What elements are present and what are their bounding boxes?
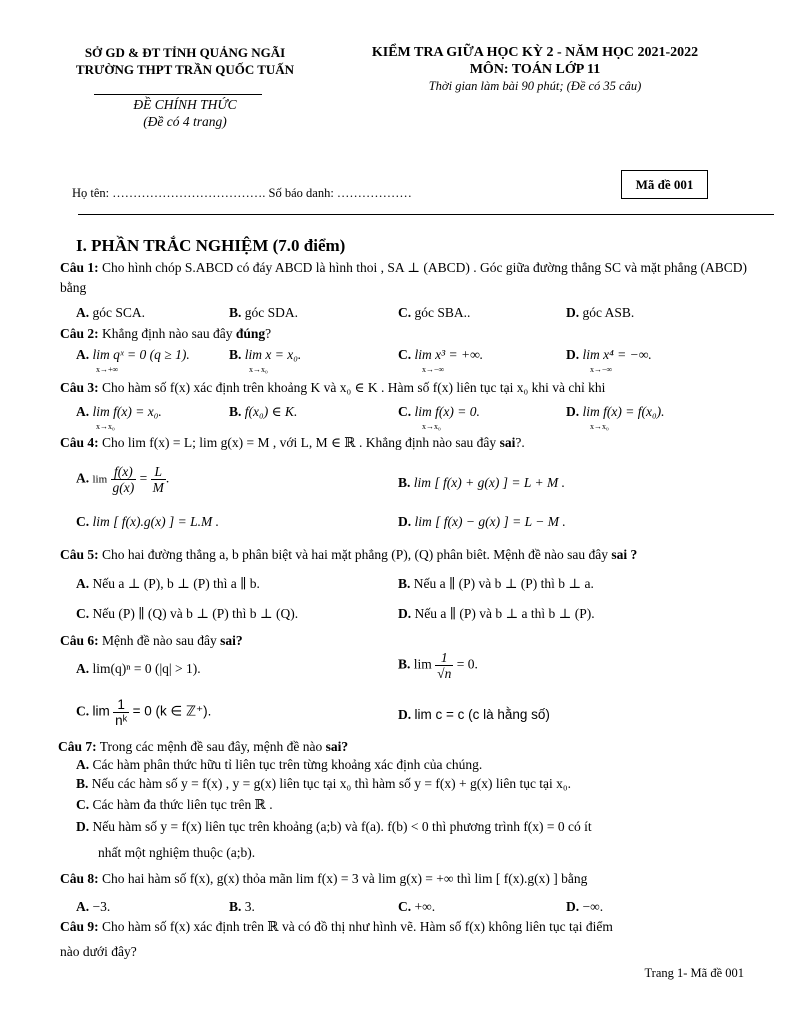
question-label: Câu 1: (60, 260, 99, 275)
question-1 (60, 258, 750, 298)
q3-option-d: D. lim f(x) = f(x₀). x→x₀ (566, 404, 665, 431)
q7-option-d: D. Nếu hàm số y = f(x) liên tục trên khoảng (a;b) và f(a). f(b) < 0 thì phương trình f(x) = 0 có ít (76, 819, 592, 834)
question-9: Câu 9: Cho hàm số f(x) xác định trên ℝ và có đồ thị như hình vẽ. Hàm số f(x) không liên tục tại điểm (60, 919, 613, 934)
question-2: Câu 2: Khẳng định nào sau đây đúng? (60, 326, 272, 341)
question-3: Câu 3: Cho hàm số f(x) xác định trên khoảng K và x₀ ∈ K . Hàm số f(x) liên tục tại x₀ khi và chỉ khi (60, 380, 606, 395)
q7-option-d-cont: nhất một nghiệm thuộc (a;b). (98, 845, 256, 860)
q4-option-c: C. lim [ f(x).g(x) ] = L.M . (76, 514, 219, 529)
page-footer: Trang 1- Mã đề 001 (644, 966, 744, 980)
q2-option-c: C. lim x³ = +∞. x→−∞ (398, 347, 484, 374)
q8-option-d: D. −∞. (566, 899, 604, 914)
q4-option-a: A. lim $\frac{f(x)}{g(x)}$ = $\frac{L}{M}$ . (76, 464, 170, 495)
q3-option-b: B. f(x₀) ∈ K. (229, 404, 298, 419)
q1-option-d: D. góc ASB. (566, 305, 635, 320)
q2-option-b: B. lim x = x₀. x→x₀ (229, 347, 302, 374)
time-info: Thời gian làm bài 90 phút; (Đề có 35 câu) (428, 79, 642, 93)
q3-option-a: A. lim f(x) = x₀. x→x₀ (76, 404, 162, 431)
q8-option-a: A. −3. (76, 899, 111, 914)
q6-option-c: C. lim $\frac{1}{\text{nᵏ}}$ = 0 (k ∈ ℤ⁺). (76, 697, 212, 728)
question-text: Cho hình chóp S.ABCD có đáy ABCD là hình thoi , SA ⊥ (ABCD) . Góc giữa đường thẳng SC và mặt phẳng (ABCD) bằng (60, 260, 747, 295)
q8-option-c: C. +∞. (398, 899, 436, 914)
q4-option-d: D. lim [ f(x) − g(x) ] = L − M . (398, 514, 566, 529)
exam-title: KIỂM TRA GIỮA HỌC KỲ 2 - NĂM HỌC 2021-2022 (371, 45, 699, 60)
q5-option-d: D. Nếu a ∥ (P) và b ⊥ a thì b ⊥ (P). (398, 606, 595, 621)
section-title: I. PHẦN TRẮC NGHIỆM (7.0 điểm) (76, 236, 346, 255)
divider-line (78, 214, 774, 215)
q7-option-a: A. Các hàm phân thức hữu tỉ liên tục trên từng khoảng xác định của chúng. (76, 757, 483, 772)
header-underline (94, 94, 262, 95)
exam-header (330, 44, 740, 95)
q4-option-b: B. lim [ f(x) + g(x) ] = L + M . (398, 475, 565, 490)
question-8: Câu 8: Cho hai hàm số f(x), g(x) thỏa mãn lim f(x) = 3 và lim g(x) = +∞ thì lim [ f(x).g(x) ] bằng (60, 871, 588, 886)
question-7: Câu 7: Trong các mệnh đề sau đây, mệnh đề nào sai? (58, 739, 349, 754)
q7-option-c: C. Các hàm đa thức liên tục trên ℝ . (76, 797, 273, 812)
question-4: Câu 4: Cho lim f(x) = L; lim g(x) = M , với L, M ∈ ℝ . Khẳng định nào sau đây sai?. (60, 435, 525, 450)
q2-option-a: A. lim qˣ = 0 (q ≥ 1). x→+∞ (76, 347, 190, 374)
question-6: Câu 6: Mệnh đề nào sau đây sai? (60, 633, 243, 648)
q7-option-b: B. Nếu các hàm số y = f(x) , y = g(x) liên tục tại x₀ thì hàm số y = f(x) + g(x) liên tục tại x₀. (76, 776, 572, 791)
page-count: (Đề có 4 trang) (143, 114, 227, 129)
student-info-line: Họ tên: ………………………………. Số báo danh: ……………… (72, 186, 412, 200)
q6-option-d: D. lim c = c (c là hằng số) (398, 707, 550, 722)
q5-option-b: B. Nếu a ∥ (P) và b ⊥ (P) thì b ⊥ a. (398, 576, 594, 591)
school-header (40, 44, 330, 78)
q5-option-c: C. Nếu (P) ∥ (Q) và b ⊥ (P) thì b ⊥ (Q). (76, 606, 299, 621)
subject: MÔN: TOÁN LỚP 11 (469, 62, 601, 77)
school-name: TRƯỜNG THPT TRẦN QUỐC TUẤN (75, 62, 295, 77)
department-name: SỞ GD & ĐT TỈNH QUẢNG NGÃI (84, 45, 286, 60)
q3-option-c: C. lim f(x) = 0. x→x₀ (398, 404, 480, 431)
q8-option-b: B. 3. (229, 899, 255, 914)
question-5: Câu 5: Cho hai đường thẳng a, b phân biệt và hai mặt phẳng (P), (Q) phân biêt. Mệnh đề nào sau đây sai ? (60, 547, 638, 562)
exam-code-box: Mã đề 001 (621, 170, 708, 199)
official-label: ĐỀ CHÍNH THỨC (133, 97, 237, 112)
q1-option-c: C. góc SBA.. (398, 305, 471, 320)
q1-option-b: B. góc SDA. (229, 305, 299, 320)
q1-option-a: A. góc SCA. (76, 305, 146, 320)
q5-option-a: A. Nếu a ⊥ (P), b ⊥ (P) thì a ∥ b. (76, 576, 260, 591)
q2-option-d: D. lim x⁴ = −∞. x→−∞ (566, 347, 652, 374)
q6-option-b: B. lim $\frac{1}{√n}$ = 0. (398, 650, 478, 681)
q6-option-a: A. lim(q)ⁿ = 0 (|q| > 1). (76, 661, 201, 676)
question-9-cont: nào dưới đây? (60, 944, 137, 959)
